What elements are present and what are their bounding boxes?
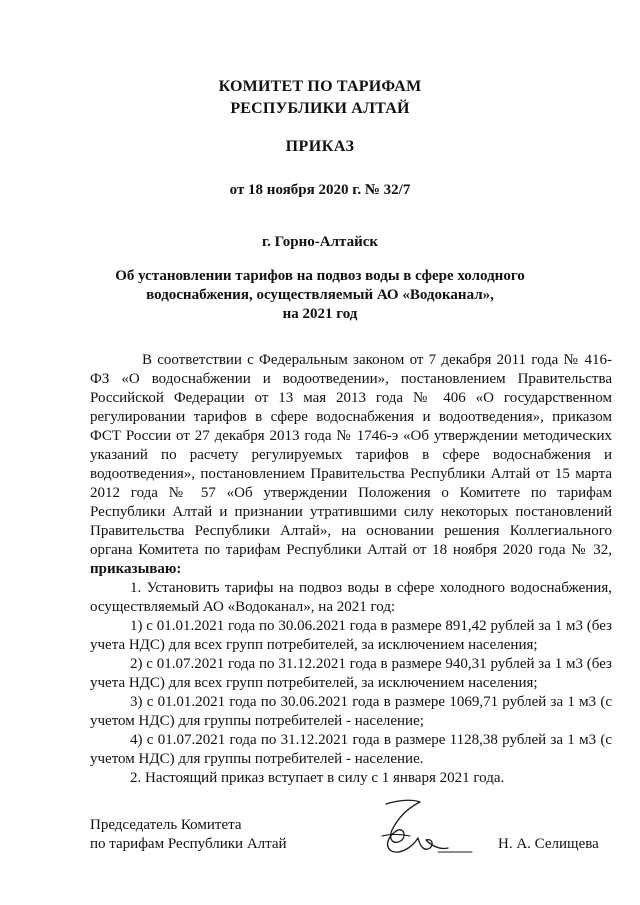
item-2: 2. Настоящий приказ вступает в силу с 1 января 2021 года. bbox=[130, 770, 505, 786]
sub-item-1: 1) с 01.01.2021 года по 30.06.2021 года в размере 891,42 рублей за 1 м3 (без учета НДС) для всех групп потребителей, за исключением населения; bbox=[90, 618, 612, 653]
doc-type: ПРИКАЗ bbox=[285, 138, 355, 155]
document-body bbox=[90, 351, 612, 788]
sub-item-2: 2) с 01.07.2021 года по 31.12.2021 года в размере 940,31 рублей за 1 м3 (без учета НДС) для всех групп потребителей, за исключением населения; bbox=[90, 656, 612, 691]
sub-item-4: 4) с 01.07.2021 года по 31.12.2021 года в размере 1128,38 рублей за 1 м3 (с учетом НДС) для группы потребителей - население. bbox=[90, 732, 612, 767]
doc-title-line2: водоснабжения, осуществляемый АО «Водоканал», bbox=[146, 287, 494, 303]
preamble-text: В соответствии с Федеральным законом от 7 декабря 2011 года № 416-ФЗ «О водоснабжении и водоотведении», постановлением Правительства Российской Федерации от 13 мая 2013 года № 406 «О государственном регулировании тарифов в сфере водоснабжения и водоотведения», приказом ФСТ России от 27 декабря 2013 года № 1746-э «Об утверждении методических указаний по расчету регулируемых тарифов в сфере водоснабжения и водоотведения», постановлением Правительства Республики Алтай от 15 марта 2012 года № 57 «Об утверждении Положения о Комитете по тарифам Республики Алтай и признании утратившими силу некоторых постановлений Правительства Республики Алтай», на основании решения Коллегиального органа Комитета по тарифам Республики Алтай от 18 ноября 2020 года № 32, bbox=[90, 352, 612, 558]
handwritten-signature bbox=[368, 796, 478, 862]
org-name-line2: РЕСПУБЛИКИ АЛТАЙ bbox=[230, 100, 410, 117]
doc-title-line1: Об установлении тарифов на подвоз воды в сфере холодного bbox=[115, 268, 525, 284]
signatory-position-line1: Председатель Комитета bbox=[90, 817, 242, 833]
preamble-paragraph bbox=[90, 351, 612, 579]
org-name-line1: КОМИТЕТ ПО ТАРИФАМ bbox=[218, 78, 422, 95]
signatory-position-line2: по тарифам Республики Алтай bbox=[90, 836, 287, 852]
doc-title-line3: на 2021 год bbox=[282, 306, 358, 322]
preamble-bold-tail: приказываю: bbox=[90, 561, 182, 577]
sub-item-3: 3) с 01.01.2021 года по 30.06.2021 года в размере 1069,71 рублей за 1 м3 (с учетом НДС) для группы потребителей - население; bbox=[90, 694, 612, 729]
doc-date-number: от 18 ноября 2020 г. № 32/7 bbox=[229, 182, 411, 198]
signatory-name: Н. А. Селищева bbox=[498, 836, 599, 852]
item-1: 1. Установить тарифы на подвоз воды в сфере холодного водоснабжения, осуществляемый АО «Водоканал», на 2021 год: bbox=[90, 580, 612, 615]
doc-city: г. Горно-Алтайск bbox=[261, 234, 379, 250]
